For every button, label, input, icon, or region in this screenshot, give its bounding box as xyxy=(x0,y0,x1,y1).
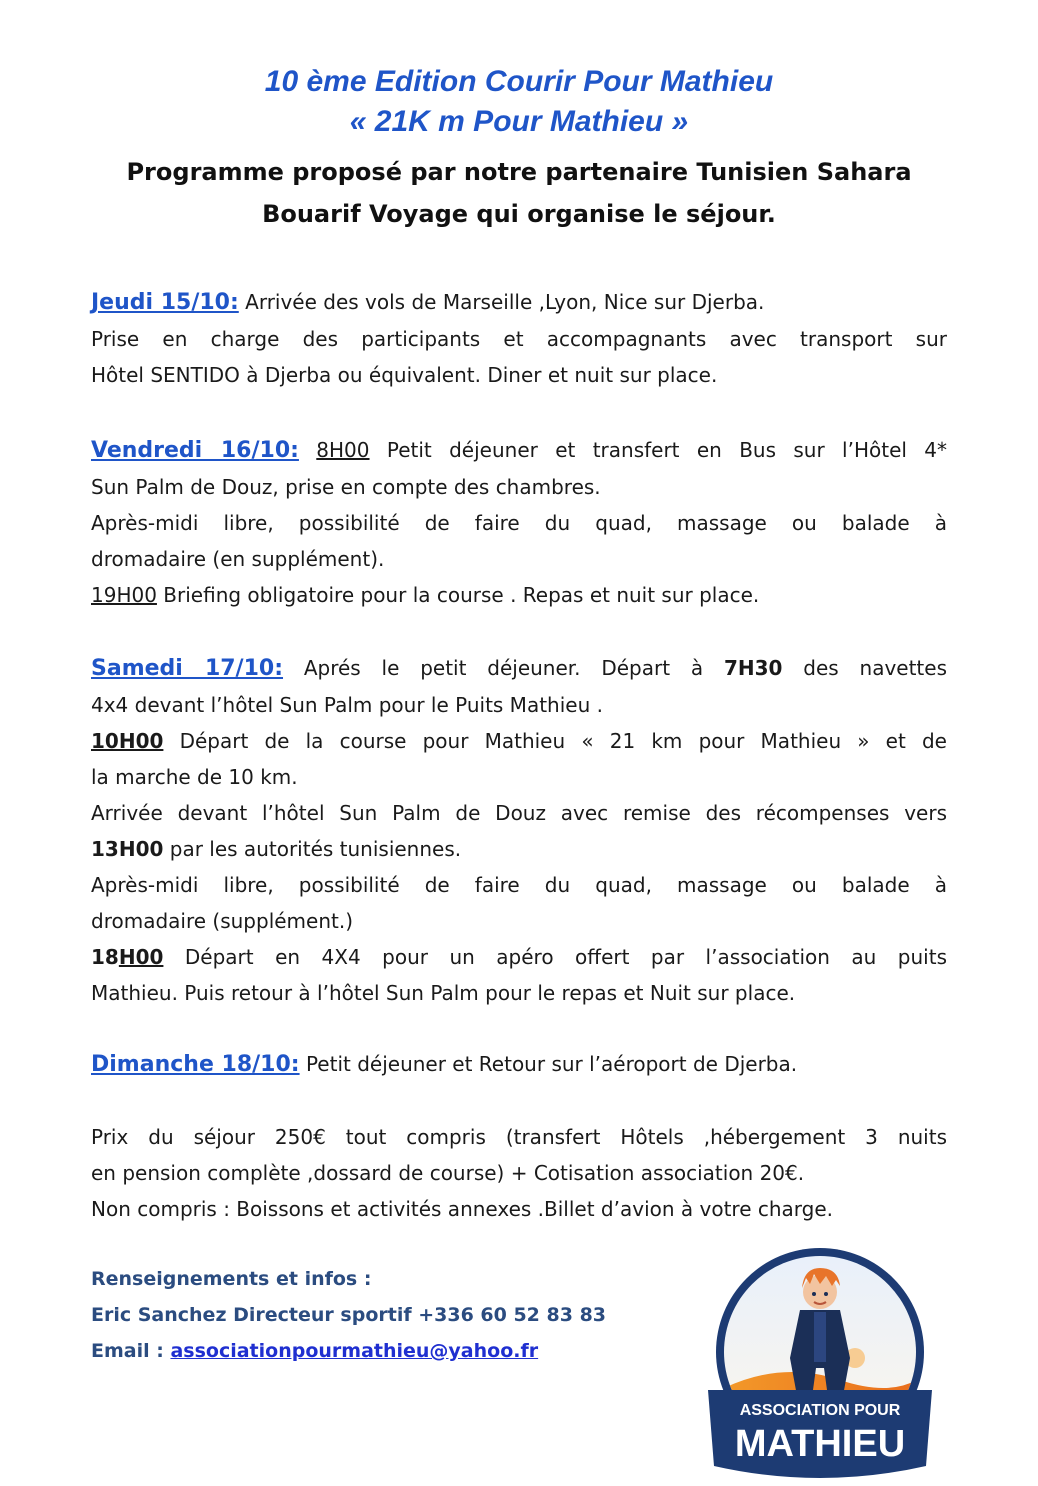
logo-text-association: ASSOCIATION POUR xyxy=(739,1402,901,1419)
price-line1: Prix du séjour 250€ tout compris (transfert Hôtels ,hébergement 3 nuits xyxy=(91,1125,947,1149)
price-line3: Non compris : Boissons et activités annexes .Billet d’avion à votre charge. xyxy=(91,1197,834,1221)
samedi-time-18h-a: 18 xyxy=(91,945,119,969)
samedi-time-10h: 10H00 xyxy=(91,729,164,753)
email-label: Email : xyxy=(91,1340,171,1362)
samedi-line3: Départ de la course pour Mathieu « 21 km pour Mathieu » et de xyxy=(163,729,947,753)
contact-section xyxy=(91,1261,731,1369)
samedi-line1a: Aprés le petit déjeuner. Départ à xyxy=(283,656,724,680)
day-samedi xyxy=(91,650,947,1011)
samedi-line8: dromadaire (supplément.) xyxy=(91,909,354,933)
vendredi-line5: Briefing obligatoire pour la course . Repas et nuit sur place. xyxy=(156,583,760,607)
contact-phone: Eric Sanchez Directeur sportif +336 60 52 83 83 xyxy=(91,1304,607,1326)
page-title: 10 ème Edition Courir Pour Mathieu xyxy=(264,65,774,98)
day-vendredi xyxy=(91,432,947,613)
samedi-line5: Arrivée devant l’hôtel Sun Palm de Douz avec remise des récompenses vers xyxy=(91,801,947,825)
samedi-line10: Mathieu. Puis retour à l’hôtel Sun Palm pour le repas et Nuit sur place. xyxy=(91,981,796,1005)
jeudi-line3: Hôtel SENTIDO à Djerba ou équivalent. Diner et nuit sur place. xyxy=(91,363,718,387)
program-intro-line1: Programme proposé par notre partenaire Tunisien Sahara xyxy=(126,158,912,186)
vendredi-line4: dromadaire (en supplément). xyxy=(91,547,385,571)
samedi-line1b: des navettes xyxy=(782,656,948,680)
samedi-time-18h-b: H00 xyxy=(118,945,164,969)
association-logo xyxy=(690,1240,950,1485)
samedi-line4: la marche de 10 km. xyxy=(91,765,298,789)
day-label-vendredi: Vendredi 16/10: xyxy=(91,438,299,463)
day-label-samedi: Samedi 17/10: xyxy=(91,656,284,681)
page-subtitle-race: « 21K m Pour Mathieu » xyxy=(349,105,689,138)
vendredi-time-19h: 19H00 xyxy=(91,583,157,607)
day-jeudi xyxy=(91,284,947,393)
samedi-time-730: 7H30 xyxy=(723,656,783,680)
contact-heading: Renseignements et infos : xyxy=(91,1268,372,1290)
day-label-jeudi: Jeudi 15/10: xyxy=(91,290,239,315)
dimanche-line1: Petit déjeuner et Retour sur l’aéroport de Djerba. xyxy=(299,1052,798,1076)
price-section xyxy=(91,1119,947,1227)
day-label-dimanche: Dimanche 18/10: xyxy=(91,1052,300,1077)
program-intro-line2: Bouarif Voyage qui organise le séjour. xyxy=(262,200,776,228)
price-line2: en pension complète ,dossard de course) + Cotisation association 20€. xyxy=(91,1161,805,1185)
logo-text-mathieu: MATHIEU xyxy=(734,1423,906,1465)
day-dimanche xyxy=(91,1046,947,1083)
vendredi-line1: Petit déjeuner et transfert en Bus sur l’Hôtel 4* xyxy=(369,438,948,462)
vendredi-line2: Sun Palm de Douz, prise en compte des chambres. xyxy=(91,475,601,499)
jeudi-line2: Prise en charge des participants et accompagnants avec transport sur xyxy=(91,327,947,351)
vendredi-time-8h: 8H00 xyxy=(316,438,370,462)
vendredi-line3: Après-midi libre, possibilité de faire du quad, massage ou balade à xyxy=(91,511,947,535)
jeudi-line1: Arrivée des vols de Marseille ,Lyon, Nice sur Djerba. xyxy=(238,290,765,314)
samedi-time-13h: 13H00 xyxy=(91,837,164,861)
email-link[interactable]: associationpourmathieu@yahoo.fr xyxy=(170,1340,539,1362)
samedi-line2: 4x4 devant l’hôtel Sun Palm pour le Puits Mathieu . xyxy=(91,693,603,717)
samedi-line7: Après-midi libre, possibilité de faire du quad, massage ou balade à xyxy=(91,873,947,897)
samedi-line9: Départ en 4X4 pour un apéro offert par l’association au puits xyxy=(163,945,947,969)
samedi-line6: par les autorités tunisiennes. xyxy=(163,837,462,861)
